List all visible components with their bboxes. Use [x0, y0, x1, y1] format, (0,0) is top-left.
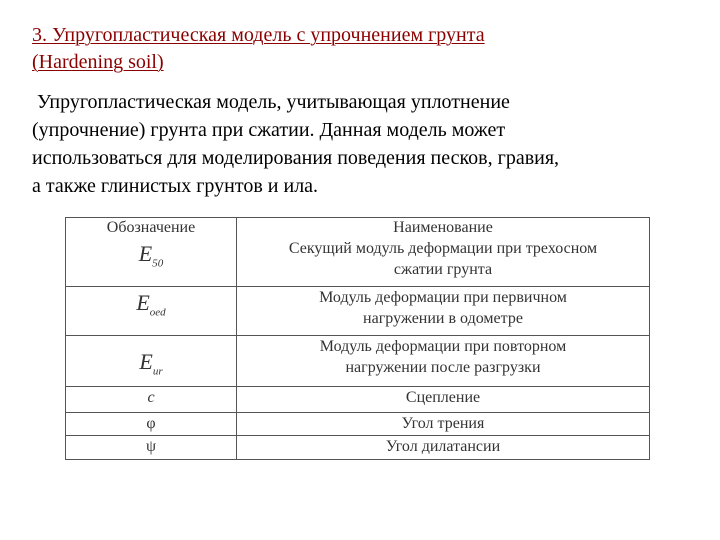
description-cell	[237, 436, 650, 460]
description-cell	[237, 335, 650, 387]
description-line: Секущий модуль деформации при трехосном	[288, 240, 598, 257]
description-line: нагружении после разгрузки	[345, 358, 541, 376]
description-line: Модуль деформации при первичном	[319, 289, 567, 307]
column-header-symbol: Обозначение	[106, 219, 196, 236]
symbol-psi: ψ	[145, 438, 156, 456]
symbol-eur: $E_{ur}$	[139, 348, 163, 377]
symbol-e50: $E_{50}$	[138, 241, 164, 270]
table-row	[66, 436, 650, 460]
symbol-cell	[66, 287, 237, 335]
description-line: (упрочнение) грунта при сжатии. Данная модель может	[32, 119, 506, 141]
description-line: Сцепление	[405, 389, 481, 407]
symbol-phi: φ	[146, 414, 156, 432]
table-row	[66, 387, 650, 413]
description-line: использоваться для моделирования поведения песков, гравия,	[32, 147, 560, 169]
symbol-eoed: $E_{oed}$	[136, 290, 166, 319]
description-line: а также глинистых грунтов и ила.	[32, 175, 319, 197]
description-line: Угол трения	[401, 414, 485, 432]
slide-title	[32, 22, 672, 76]
table-row	[66, 335, 650, 387]
parameters-table	[65, 217, 650, 460]
symbol-cell	[66, 436, 237, 460]
table-row	[66, 287, 650, 335]
description-cell	[237, 287, 650, 335]
slide-description	[32, 88, 692, 200]
column-header-name: Наименование	[393, 219, 493, 236]
symbol-c: c	[147, 389, 155, 407]
description-line: Угол дилатансии	[385, 438, 501, 456]
symbol-cell	[66, 335, 237, 387]
slide-title-line-2: (Hardening soil)	[32, 51, 164, 73]
description-line: Упругопластическая модель, учитывающая уплотнение	[32, 91, 510, 113]
slide-title-line-1: 3. Упругопластическая модель с упрочнением грунта	[32, 24, 485, 46]
table-row	[66, 412, 650, 436]
symbol-cell	[66, 412, 237, 436]
symbol-cell	[66, 218, 237, 287]
description-cell	[237, 387, 650, 413]
description-cell	[237, 412, 650, 436]
description-line: нагружении в одометре	[363, 310, 523, 328]
table-row	[66, 218, 650, 287]
description-line: Модуль деформации при повторном	[319, 337, 567, 355]
symbol-cell	[66, 387, 237, 413]
description-line: сжатии грунта	[393, 261, 493, 278]
description-cell	[237, 218, 650, 287]
